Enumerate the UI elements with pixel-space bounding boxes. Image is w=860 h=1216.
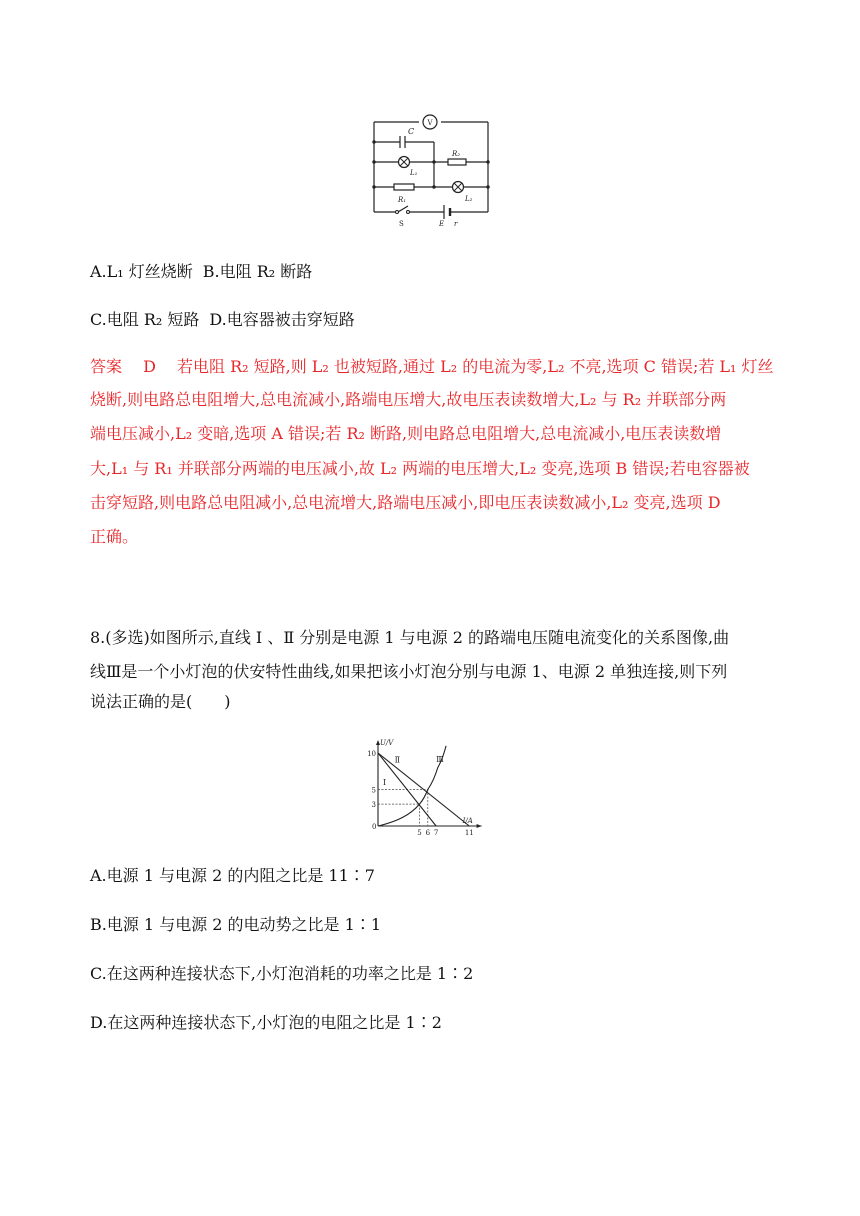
- q7-options-row-2: [90, 312, 355, 328]
- r1-label: R₁: [398, 196, 407, 204]
- series-line: [378, 753, 469, 826]
- q7-option-d[interactable]: D.电容器被击穿短路: [209, 310, 355, 329]
- battery-icon: [444, 205, 450, 219]
- series-label: Ⅱ: [394, 755, 401, 765]
- y-tick-label: 3: [371, 801, 376, 810]
- resistor-r2-icon: [448, 159, 466, 165]
- lamp-l2-icon: [453, 182, 464, 193]
- y-axis-label: U/V: [380, 739, 394, 747]
- series-label: Ⅰ: [382, 778, 387, 788]
- q7-answer-line: 大,L₁ 与 R₁ 并联部分两端的电压减小,故 L₂ 两端的电压增大,L₂ 变亮,选项 B 错误;若电容器被: [90, 459, 750, 478]
- voltmeter-label: V: [427, 119, 433, 127]
- x-axis-label: I/A: [462, 817, 473, 825]
- q8-option-a[interactable]: A.电源 1 与电源 2 的内阻之比是 11∶7: [90, 866, 375, 885]
- q8-option-d[interactable]: D.在这两种连接状态下,小灯泡的电阻之比是 1∶2: [90, 1013, 442, 1032]
- q7-option-b[interactable]: B.电阻 R₂ 断路: [202, 262, 313, 281]
- q7-option-a[interactable]: A.L₁ 灯丝烧断: [90, 262, 193, 281]
- x-axis-arrow-icon: [477, 824, 482, 828]
- internal-r-label: r: [454, 220, 458, 228]
- switch-icon: [396, 211, 410, 214]
- r2-label: R₂: [452, 150, 461, 158]
- q8-option-c[interactable]: C.在这两种连接状态下,小灯泡消耗的功率之比是 1∶2: [90, 964, 474, 983]
- y-tick-label: 5: [371, 786, 376, 795]
- capacitor-label: C: [408, 127, 415, 136]
- q7-answer-line: 答案 D 若电阻 R₂ 短路,则 L₂ 也被短路,通过 L₂ 的电流为零,L₂ 不亮,选项 C 错误;若 L₁ 灯丝: [90, 357, 774, 376]
- x-tick-label: 7: [433, 829, 439, 837]
- circuit-diagram: [368, 112, 494, 230]
- emf-label: E: [439, 220, 445, 228]
- q7-answer-line: 击穿短路,则电路总电阻减小,总电流增大,路端电压减小,即电压表读数减小,L₂ 变亮,选项 D: [90, 493, 721, 512]
- q7-options-row-1: [90, 264, 312, 280]
- q7-answer-line: 正确。: [90, 527, 139, 546]
- x-tick-label: 11: [464, 829, 474, 837]
- lamp-l1-icon: [399, 157, 410, 168]
- ui-chart: [364, 734, 490, 838]
- series-label: Ⅲ: [436, 754, 444, 764]
- origin-label: 0: [372, 823, 377, 831]
- q8-stem-line: 说法正确的是( ): [90, 692, 231, 711]
- q8-option-b[interactable]: B.电源 1 与电源 2 的电动势之比是 1∶1: [90, 915, 381, 934]
- x-tick-label: 6: [425, 829, 431, 837]
- q8-stem-line: 线Ⅲ是一个小灯泡的伏安特性曲线,如果把该小灯泡分别与电源 1、电源 2 单独连接,则下列: [90, 662, 728, 681]
- q8-stem-line: 8.(多选)如图所示,直线 Ⅰ 、Ⅱ 分别是电源 1 与电源 2 的路端电压随电流变化的关系图像,曲: [90, 628, 730, 647]
- l1-label: L₁: [410, 169, 418, 177]
- q7-answer-line: 端电压减小,L₂ 变暗,选项 A 错误;若 R₂ 断路,则电路总电阻增大,总电流减小,电压表读数增: [90, 424, 722, 443]
- q7-option-c[interactable]: C.电阻 R₂ 短路: [90, 310, 200, 329]
- q7-answer-line: 烧断,则电路总电阻增大,总电流减小,路端电压增大,故电压表读数增大,L₂ 与 R₂ 并联部分两: [90, 390, 727, 409]
- y-tick-label: 10: [367, 750, 376, 758]
- x-tick-label: 5: [417, 829, 422, 837]
- resistor-r1-icon: [394, 184, 414, 190]
- switch-label: S: [399, 220, 404, 228]
- l2-label: L₂: [465, 195, 473, 203]
